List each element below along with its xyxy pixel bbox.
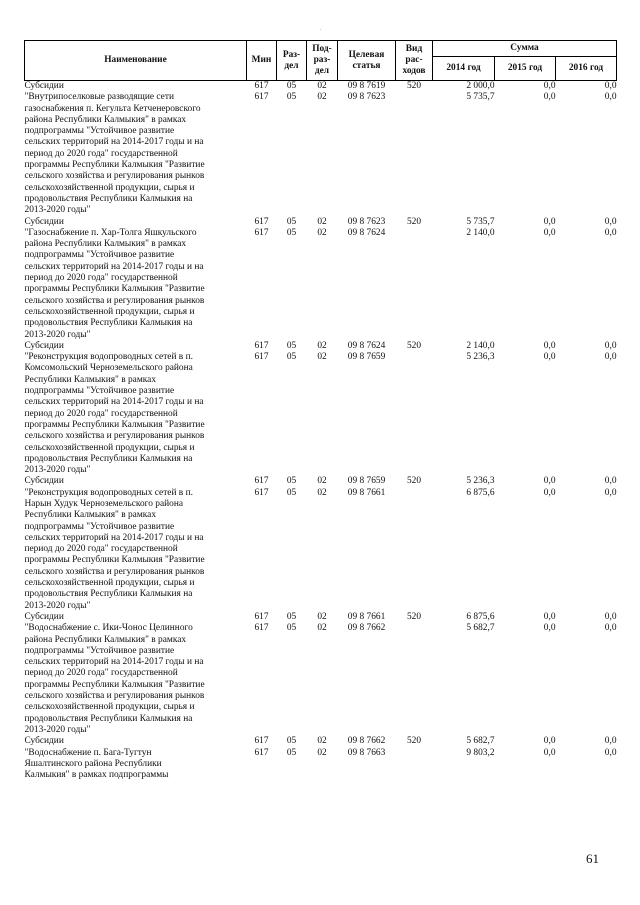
name-line: подпрограммы "Устойчивое развитие bbox=[24, 645, 175, 656]
name-line: период до 2020 года" государственной bbox=[24, 148, 178, 159]
cell-statya-value: 09 8 7661 bbox=[347, 611, 386, 622]
table-row bbox=[25, 476, 617, 612]
cell-2016-value: 0,0 bbox=[604, 227, 617, 238]
cell-2015 bbox=[495, 217, 556, 341]
name-line: района Республики Калмыкия" в рамках bbox=[24, 634, 187, 645]
cell-min bbox=[247, 81, 277, 217]
name-line: период до 2020 года" государственной bbox=[24, 668, 178, 679]
cell-2016 bbox=[556, 476, 617, 612]
cell-min-value: 617 bbox=[254, 747, 269, 758]
cell-2015-value: 0,0 bbox=[543, 227, 556, 238]
header-razdel bbox=[277, 41, 307, 81]
header-podrazdel-line: раз- bbox=[313, 55, 331, 65]
cell-2014-value: 2 140,0 bbox=[466, 340, 495, 351]
cell-2015-value: 0,0 bbox=[543, 92, 556, 103]
cell-vid-value bbox=[396, 228, 433, 239]
name-line: 2013-2020 годы" bbox=[24, 724, 91, 735]
name-line: "Газоснабжение п. Хар-Толга Яшкульского bbox=[24, 227, 197, 238]
cell-podrazdel-value: 02 bbox=[317, 487, 327, 498]
cell-vid-value bbox=[396, 748, 433, 759]
cell-2014-value: 5 236,3 bbox=[466, 476, 495, 487]
cell-name bbox=[25, 612, 247, 736]
cell-min bbox=[247, 476, 277, 612]
scan-speck: . bbox=[320, 26, 322, 32]
cell-2016-value: 0,0 bbox=[604, 747, 617, 758]
cell-vid bbox=[396, 612, 433, 736]
name-line: 2013-2020 годы" bbox=[24, 465, 91, 476]
cell-2015 bbox=[495, 736, 556, 781]
cell-vid-value bbox=[396, 352, 433, 363]
cell-2016 bbox=[556, 736, 617, 781]
cell-2014 bbox=[433, 476, 495, 612]
cell-podrazdel bbox=[307, 81, 338, 217]
table-row bbox=[25, 81, 617, 217]
cell-min-value: 617 bbox=[254, 92, 269, 103]
cell-razdel-value: 05 bbox=[286, 81, 297, 91]
name-line: программы Республики Калмыкия "Развитие bbox=[24, 419, 205, 430]
cell-2016-value: 0,0 bbox=[604, 487, 617, 498]
cell-vid bbox=[396, 736, 433, 781]
cell-razdel bbox=[277, 736, 307, 781]
cell-razdel-value: 05 bbox=[286, 747, 297, 758]
cell-2014 bbox=[433, 612, 495, 736]
name-line: сельскохозяйственной продукции, сырья и bbox=[24, 182, 195, 193]
cell-vid-value: 520 bbox=[406, 216, 422, 227]
cell-name bbox=[25, 476, 247, 612]
name-line: программы Республики Калмыкия "Развитие bbox=[24, 555, 205, 566]
header-razdel-line: дел bbox=[284, 60, 299, 71]
name-line: подпрограммы "Устойчивое развитие bbox=[24, 250, 175, 261]
name-line: сельского хозяйства и регулирования рынков bbox=[24, 691, 205, 702]
name-line: "Водоснабжение с. Ики-Чонос Целинного bbox=[24, 623, 193, 634]
cell-statya-value: 09 8 7659 bbox=[347, 476, 386, 487]
name-line: Субсидии bbox=[24, 611, 64, 622]
name-line: продовольствия Республики Калмыкия на bbox=[24, 453, 193, 464]
name-line: Субсидии bbox=[24, 736, 64, 747]
cell-2014 bbox=[433, 341, 495, 477]
cell-razdel bbox=[277, 476, 307, 612]
name-line: 2013-2020 годы" bbox=[24, 205, 91, 216]
cell-2016 bbox=[556, 81, 617, 217]
cell-2016-value: 0,0 bbox=[604, 216, 617, 227]
cell-2015 bbox=[495, 81, 556, 217]
cell-statya bbox=[338, 341, 396, 477]
cell-2015-value: 0,0 bbox=[543, 81, 556, 91]
header-podrazdel-line: дел bbox=[314, 66, 330, 76]
cell-2015 bbox=[495, 341, 556, 477]
cell-2014-value: 2 000,0 bbox=[466, 81, 495, 91]
cell-2015-value: 0,0 bbox=[543, 623, 556, 634]
name-line: сельских территорий на 2014-2017 годы и на bbox=[24, 532, 204, 543]
header-podrazdel-line: Под- bbox=[312, 44, 332, 54]
name-line: Комсомольский Черноземельского района bbox=[24, 363, 193, 374]
name-line: продовольствия Республики Калмыкия на bbox=[24, 318, 193, 329]
cell-razdel-value: 05 bbox=[286, 340, 297, 351]
cell-2015-value: 0,0 bbox=[543, 352, 556, 363]
name-line: сельскохозяйственной продукции, сырья и bbox=[24, 578, 195, 589]
name-line: "Реконструкция водопроводных сетей в п. bbox=[24, 487, 193, 498]
name-line: Яшалтинского района Республики bbox=[24, 758, 162, 769]
cell-min-value: 617 bbox=[254, 476, 269, 487]
cell-vid bbox=[396, 81, 433, 217]
cell-razdel-value: 05 bbox=[286, 736, 297, 747]
cell-min-value: 617 bbox=[254, 81, 269, 91]
cell-2014 bbox=[433, 81, 495, 217]
cell-razdel-value: 05 bbox=[286, 623, 297, 634]
name-line: подпрограммы "Устойчивое развитие bbox=[24, 126, 175, 137]
cell-2014-value: 5 682,7 bbox=[466, 736, 495, 747]
cell-razdel bbox=[277, 217, 307, 341]
name-line: период до 2020 года" государственной bbox=[24, 273, 178, 284]
header-year-2014: 2014 год bbox=[433, 57, 495, 81]
name-line: продовольствия Республики Калмыкия на bbox=[24, 193, 193, 204]
header-vid-line: Вид bbox=[405, 44, 423, 54]
cell-vid-value: 520 bbox=[406, 81, 422, 91]
cell-2014-value: 5 735,7 bbox=[466, 92, 495, 103]
cell-podrazdel-value: 02 bbox=[317, 476, 327, 487]
cell-statya-value: 09 8 7623 bbox=[347, 216, 386, 227]
cell-podrazdel-value: 02 bbox=[317, 611, 327, 622]
name-line: подпрограммы "Устойчивое развитие bbox=[24, 386, 175, 397]
cell-min bbox=[247, 736, 277, 781]
table-row bbox=[25, 341, 617, 477]
name-line: программы Республики Калмыкия "Развитие bbox=[24, 284, 205, 295]
table-header bbox=[25, 41, 617, 81]
cell-2016-value: 0,0 bbox=[604, 340, 617, 351]
cell-2015-value: 0,0 bbox=[543, 747, 556, 758]
cell-statya-value: 09 8 7662 bbox=[347, 736, 386, 747]
name-line: период до 2020 года" государственной bbox=[24, 408, 178, 419]
name-line: сельских территорий на 2014-2017 годы и на bbox=[24, 397, 204, 408]
name-line: Субсидии bbox=[24, 476, 64, 487]
cell-podrazdel bbox=[307, 612, 338, 736]
cell-statya-value: 09 8 7662 bbox=[347, 623, 386, 634]
cell-statya-value: 09 8 7661 bbox=[347, 487, 386, 498]
cell-min-value: 617 bbox=[254, 340, 269, 351]
cell-2015-value: 0,0 bbox=[543, 487, 556, 498]
cell-2016-value: 0,0 bbox=[604, 81, 617, 91]
cell-2016 bbox=[556, 341, 617, 477]
cell-podrazdel-value: 02 bbox=[317, 623, 327, 634]
cell-2016-value: 0,0 bbox=[604, 623, 617, 634]
cell-statya-value: 09 8 7659 bbox=[347, 352, 386, 363]
cell-vid bbox=[396, 217, 433, 341]
budget-table bbox=[24, 40, 617, 781]
cell-vid-value: 520 bbox=[406, 736, 422, 747]
cell-min bbox=[247, 341, 277, 477]
name-line: программы Республики Калмыкия "Развитие bbox=[24, 160, 205, 171]
cell-podrazdel-value: 02 bbox=[317, 340, 327, 351]
cell-vid-value: 520 bbox=[406, 611, 422, 622]
table-body bbox=[25, 81, 617, 782]
table-row bbox=[25, 612, 617, 736]
name-line: "Реконструкция водопроводных сетей в п. bbox=[24, 352, 193, 363]
cell-razdel bbox=[277, 341, 307, 477]
cell-2016 bbox=[556, 612, 617, 736]
name-line: подпрограммы "Устойчивое развитие bbox=[24, 521, 175, 532]
cell-vid-value bbox=[396, 623, 433, 634]
cell-vid-value bbox=[396, 488, 433, 499]
cell-name bbox=[25, 217, 247, 341]
name-line: Субсидии bbox=[24, 340, 64, 351]
cell-podrazdel-value: 02 bbox=[317, 747, 327, 758]
cell-2015-value: 0,0 bbox=[543, 216, 556, 227]
header-podrazdel bbox=[307, 41, 338, 81]
name-line: 2013-2020 годы" bbox=[24, 600, 91, 611]
name-line: Субсидии bbox=[24, 81, 64, 91]
cell-2014-value: 2 140,0 bbox=[466, 227, 495, 238]
cell-podrazdel bbox=[307, 341, 338, 477]
name-line: Субсидии bbox=[24, 216, 64, 227]
cell-min-value: 617 bbox=[254, 736, 269, 747]
cell-podrazdel bbox=[307, 217, 338, 341]
name-line: газоснабжения п. Кегульта Кетченеровского bbox=[24, 103, 201, 114]
cell-podrazdel-value: 02 bbox=[317, 227, 327, 238]
name-line: продовольствия Республики Калмыкия на bbox=[24, 589, 193, 600]
cell-2014-value: 5 236,3 bbox=[466, 352, 495, 363]
name-line: программы Республики Калмыкия "Развитие bbox=[24, 679, 205, 690]
cell-statya-value: 09 8 7619 bbox=[347, 81, 386, 91]
cell-2014-value: 9 803,2 bbox=[466, 747, 495, 758]
cell-min bbox=[247, 612, 277, 736]
cell-statya bbox=[338, 736, 396, 781]
cell-podrazdel-value: 02 bbox=[317, 92, 327, 103]
cell-min-value: 617 bbox=[254, 611, 269, 622]
cell-podrazdel-value: 02 bbox=[317, 352, 327, 363]
cell-vid bbox=[396, 476, 433, 612]
name-line: сельского хозяйства и регулирования рынков bbox=[24, 566, 205, 577]
header-vid-line: ходов bbox=[402, 66, 426, 76]
header-year-2015: 2015 год bbox=[495, 57, 556, 81]
name-line: сельскохозяйственной продукции, сырья и bbox=[24, 306, 195, 317]
cell-razdel-value: 05 bbox=[286, 611, 297, 622]
cell-razdel-value: 05 bbox=[286, 487, 297, 498]
name-line: 2013-2020 годы" bbox=[24, 329, 91, 340]
cell-2014 bbox=[433, 217, 495, 341]
cell-2014-value: 5 682,7 bbox=[466, 623, 495, 634]
header-vid-line: рас- bbox=[405, 55, 423, 65]
cell-vid-value: 520 bbox=[406, 476, 422, 487]
cell-razdel bbox=[277, 81, 307, 217]
cell-statya-value: 09 8 7624 bbox=[347, 227, 386, 238]
cell-podrazdel-value: 02 bbox=[317, 736, 327, 747]
cell-2016-value: 0,0 bbox=[604, 92, 617, 103]
cell-razdel-value: 05 bbox=[286, 476, 297, 487]
name-line: сельских территорий на 2014-2017 годы и на bbox=[24, 261, 204, 272]
cell-min-value: 617 bbox=[254, 352, 269, 363]
cell-2015-value: 0,0 bbox=[543, 611, 556, 622]
table-row bbox=[25, 217, 617, 341]
cell-2015 bbox=[495, 476, 556, 612]
name-line: сельских территорий на 2014-2017 годы и на bbox=[24, 137, 204, 148]
cell-podrazdel bbox=[307, 476, 338, 612]
cell-vid-value bbox=[396, 92, 433, 103]
cell-name bbox=[25, 341, 247, 477]
name-line: Республики Калмыкия" в рамках bbox=[24, 510, 157, 521]
name-line: сельских территорий на 2014-2017 годы и на bbox=[24, 657, 204, 668]
cell-2015-value: 0,0 bbox=[543, 736, 556, 747]
name-line: "Внутрипоселковые разводящие сети bbox=[24, 92, 174, 103]
name-line: продовольствия Республики Калмыкия на bbox=[24, 713, 193, 724]
cell-statya bbox=[338, 476, 396, 612]
name-line: Калмыкия" в рамках подпрограммы bbox=[24, 770, 169, 781]
cell-2016-value: 0,0 bbox=[604, 476, 617, 487]
cell-2015-value: 0,0 bbox=[543, 476, 556, 487]
name-line: сельскохозяйственной продукции, сырья и bbox=[24, 442, 195, 453]
cell-razdel-value: 05 bbox=[286, 352, 297, 363]
header-summa: Сумма bbox=[433, 41, 617, 57]
cell-podrazdel-value: 02 bbox=[317, 81, 327, 91]
header-min: Мин bbox=[247, 41, 277, 81]
name-line: "Водоснабжение п. Бага-Тугтун bbox=[24, 747, 152, 758]
header-statya-line: статья bbox=[352, 60, 381, 71]
header-name: Наименование bbox=[25, 41, 247, 81]
name-line: сельского хозяйства и регулирования рынков bbox=[24, 431, 205, 442]
name-line: Республики Калмыкия" в рамках bbox=[24, 374, 157, 385]
cell-2015-value: 0,0 bbox=[543, 340, 556, 351]
cell-razdel-value: 05 bbox=[286, 216, 297, 227]
header-vid bbox=[396, 41, 433, 81]
cell-2016-value: 0,0 bbox=[604, 736, 617, 747]
cell-podrazdel bbox=[307, 736, 338, 781]
cell-2016-value: 0,0 bbox=[604, 352, 617, 363]
cell-name bbox=[25, 81, 247, 217]
cell-statya bbox=[338, 612, 396, 736]
name-line: района Республики Калмыкия" в рамках bbox=[24, 239, 187, 250]
name-line: сельскохозяйственной продукции, сырья и bbox=[24, 702, 195, 713]
cell-2014-value: 5 735,7 bbox=[466, 216, 495, 227]
header-year-2016: 2016 год bbox=[556, 57, 617, 81]
header-razdel-line: Раз- bbox=[282, 49, 301, 60]
name-line: сельского хозяйства и регулирования рынков bbox=[24, 171, 205, 182]
header-statya bbox=[338, 41, 396, 81]
cell-statya bbox=[338, 81, 396, 217]
cell-name bbox=[25, 736, 247, 781]
cell-2016-value: 0,0 bbox=[604, 611, 617, 622]
cell-min-value: 617 bbox=[254, 216, 269, 227]
table-row bbox=[25, 736, 617, 781]
cell-razdel bbox=[277, 612, 307, 736]
cell-vid bbox=[396, 341, 433, 477]
page-number: 61 bbox=[586, 851, 599, 866]
cell-statya bbox=[338, 217, 396, 341]
cell-min-value: 617 bbox=[254, 487, 269, 498]
cell-vid-value: 520 bbox=[406, 340, 422, 351]
cell-2015 bbox=[495, 612, 556, 736]
name-line: сельского хозяйства и регулирования рынков bbox=[24, 295, 205, 306]
cell-min bbox=[247, 217, 277, 341]
cell-statya-value: 09 8 7663 bbox=[347, 747, 386, 758]
cell-razdel-value: 05 bbox=[286, 92, 297, 103]
name-line: Нарын Худук Черноземельского района bbox=[24, 498, 184, 509]
name-line: период до 2020 года" государственной bbox=[24, 544, 178, 555]
cell-2016 bbox=[556, 217, 617, 341]
cell-statya-value: 09 8 7623 bbox=[347, 92, 386, 103]
cell-min-value: 617 bbox=[254, 227, 269, 238]
cell-statya-value: 09 8 7624 bbox=[347, 340, 386, 351]
cell-2014-value: 6 875,6 bbox=[466, 487, 495, 498]
cell-razdel-value: 05 bbox=[286, 227, 297, 238]
cell-2014 bbox=[433, 736, 495, 781]
cell-min-value: 617 bbox=[254, 623, 269, 634]
name-line: района Республики Калмыкия" в рамках bbox=[24, 114, 187, 125]
cell-podrazdel-value: 02 bbox=[317, 216, 327, 227]
cell-2014-value: 6 875,6 bbox=[466, 611, 495, 622]
header-statya-line: Целевая bbox=[348, 49, 385, 60]
